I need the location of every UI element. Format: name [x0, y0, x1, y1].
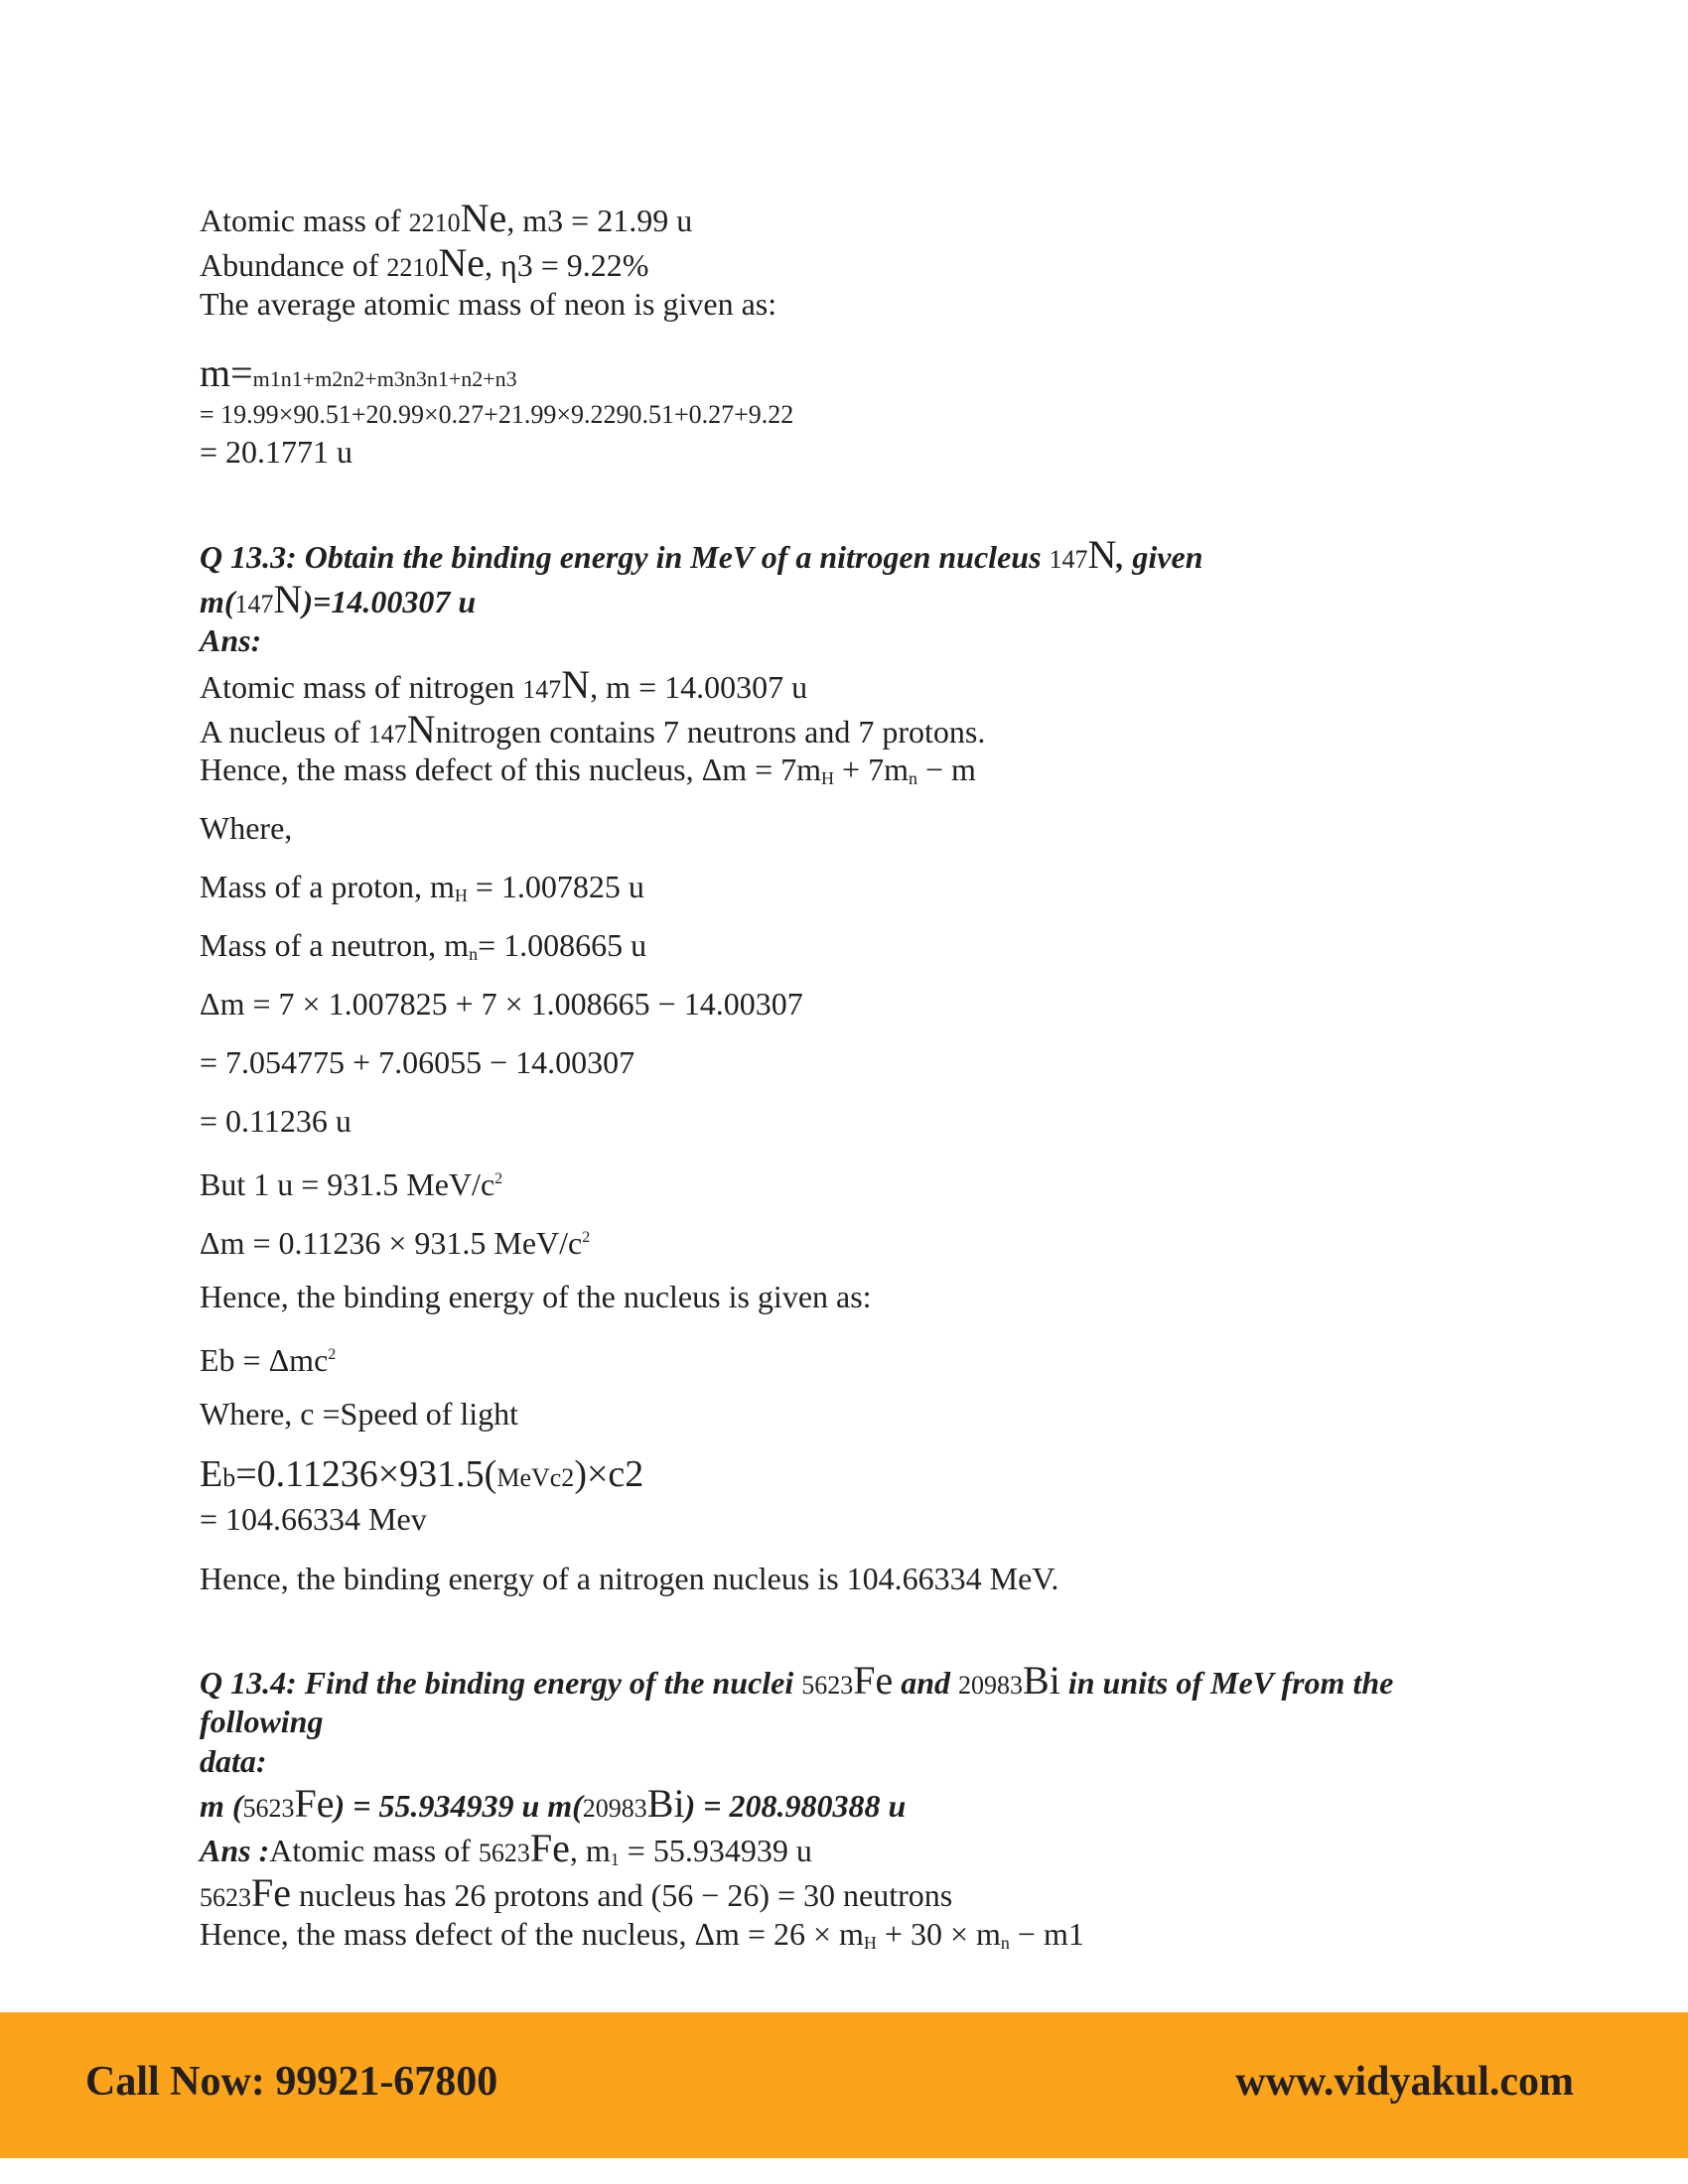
binding-energy-calc	[200, 1454, 643, 1498]
question-13-3-title	[200, 532, 1203, 580]
text: = 55.934939 u	[619, 1833, 812, 1868]
subscript: n	[908, 768, 917, 788]
text: Eb = Δmc	[200, 1342, 329, 1378]
proton-mass-line	[200, 867, 644, 915]
text: and	[893, 1665, 959, 1701]
text: , η3 = 9.22%	[485, 247, 649, 283]
isotope-number: 5623	[801, 1671, 854, 1700]
iron-nucleus-line	[200, 1870, 953, 1918]
element-symbol: N	[561, 662, 591, 707]
mass-defect-result: = 0.11236 u	[200, 1103, 352, 1139]
formula-unit: MeVc2	[496, 1463, 575, 1492]
text: Q 13.4: Find the binding energy of the nuclei	[200, 1665, 802, 1701]
superscript: 2	[494, 1170, 503, 1187]
unit-conversion-line	[200, 1160, 502, 1204]
isotope-number: 2210	[386, 253, 439, 282]
element-symbol: Fe	[251, 1870, 291, 1915]
subscript: H	[821, 768, 835, 788]
isotope-number: 147	[522, 675, 562, 704]
text: , given	[1116, 539, 1203, 575]
formula-symbol: m=	[200, 350, 253, 395]
neon-substitution: = 19.99×90.51+20.99×0.27+21.99×9.2290.51+0.27+9.22	[200, 400, 794, 429]
binding-energy-formula	[200, 1335, 336, 1380]
text: , m = 14.00307 u	[590, 669, 808, 705]
text: Abundance of	[200, 247, 387, 283]
nitrogen-mass-line	[200, 662, 808, 710]
text: Atomic mass of	[269, 1833, 479, 1868]
element-symbol: Ne	[460, 196, 507, 240]
question-13-4-title	[200, 1658, 1394, 1706]
neon-formula	[200, 350, 517, 399]
text: = 1.007825 u	[467, 869, 644, 904]
isotope-number: 147	[1049, 545, 1088, 574]
subscript: H	[454, 886, 468, 905]
neon-mass-line	[200, 196, 693, 243]
text: − m1	[1009, 1916, 1084, 1952]
iron-mass-line	[200, 1826, 812, 1879]
question-13-4-data: data:	[200, 1743, 267, 1779]
element-symbol: N	[406, 707, 436, 751]
isotope-number: 20983	[958, 1671, 1024, 1700]
neon-abundance-line	[200, 240, 649, 288]
text: ) = 208.980388 u	[684, 1788, 907, 1824]
text: + 7m	[834, 751, 909, 787]
mass-defect-energy-line	[200, 1218, 590, 1263]
text: in units of MeV from the	[1059, 1665, 1394, 1701]
isotope-number: 147	[234, 590, 274, 618]
isotope-number: 5623	[478, 1839, 530, 1867]
text: + 30 × m	[876, 1916, 1001, 1952]
subscript: H	[863, 1933, 877, 1953]
text: , m3 = 21.99 u	[506, 203, 693, 238]
speed-of-light-line: Where, c =Speed of light	[200, 1396, 519, 1432]
element-symbol: N	[273, 577, 303, 621]
footer-bar	[0, 2012, 1688, 2158]
element-symbol: Fe	[294, 1781, 335, 1826]
where-label: Where,	[200, 810, 293, 846]
text: nucleus has 26 protons and (56 − 26) = 30 neutrons	[291, 1877, 953, 1913]
element-symbol: Ne	[438, 240, 486, 285]
subscript: n	[469, 944, 479, 964]
text: A nucleus of	[200, 714, 368, 750]
text: But 1 u = 931.5 MeV/c	[200, 1166, 495, 1202]
element-symbol: Bi	[646, 1781, 685, 1826]
text: Δm = 0.11236 × 931.5 MeV/c	[200, 1225, 583, 1261]
isotope-number: 5623	[242, 1794, 295, 1823]
subscript: n	[1000, 1933, 1010, 1953]
binding-energy-result: = 104.66334 Mev	[200, 1501, 427, 1537]
text: − m	[916, 751, 976, 787]
formula-body: )×c2	[574, 1453, 644, 1495]
formula-body: m1n1+m2n2+m3n3n1+n2+n3	[252, 366, 517, 391]
formula-symbol: E	[200, 1453, 223, 1495]
binding-energy-intro: Hence, the binding energy of the nucleus is given as:	[200, 1279, 872, 1314]
isotope-number: 20983	[582, 1794, 647, 1823]
text: Mass of a proton, m	[200, 869, 455, 904]
binding-energy-conclusion: Hence, the binding energy of a nitrogen nucleus is 104.66334 MeV.	[200, 1561, 1059, 1596]
answer-label: Ans:	[200, 622, 262, 658]
superscript: 2	[582, 1229, 591, 1246]
element-symbol: Fe	[853, 1658, 894, 1703]
isotope-number: 147	[367, 720, 407, 749]
element-symbol: Fe	[529, 1826, 570, 1870]
question-13-4-following: following	[200, 1704, 324, 1739]
iron-mass-defect-line	[200, 1914, 1084, 1963]
formula-body: =0.11236×931.5(	[235, 1453, 497, 1495]
nitrogen-nucleus-line	[200, 707, 986, 754]
text: Atomic mass of nitrogen	[200, 669, 523, 705]
text: nitrogen contains 7 neutrons and 7 protons.	[435, 714, 986, 750]
superscript: 2	[328, 1346, 337, 1363]
text: Hence, the mass defect of this nucleus, Δm = 7m	[200, 751, 822, 787]
element-symbol: Bi	[1023, 1658, 1060, 1703]
subscript: b	[222, 1463, 236, 1492]
question-13-4-given	[200, 1781, 907, 1829]
text: Atomic mass of	[200, 203, 409, 238]
text: Q 13.3: Obtain the binding energy in MeV of a nitrogen nucleus	[200, 539, 1050, 575]
neon-result: = 20.1771 u	[200, 434, 353, 470]
isotope-number: 2210	[408, 208, 461, 237]
text: m (	[200, 1788, 243, 1824]
isotope-number: 5623	[200, 1883, 251, 1912]
element-symbol: N	[1087, 532, 1117, 577]
text: m(	[200, 584, 235, 619]
text: Hence, the mass defect of the nucleus, Δm = 26 × m	[200, 1916, 864, 1952]
mass-defect-calc-2: = 7.054775 + 7.06055 − 14.00307	[200, 1044, 635, 1080]
neutron-mass-line	[200, 925, 646, 974]
website-link[interactable]: www.vidyakul.com	[1235, 2059, 1574, 2105]
answer-label: Ans :	[200, 1833, 270, 1868]
mass-defect-line	[200, 750, 976, 798]
text: ) = 55.934939 u m(	[334, 1788, 583, 1824]
question-13-3-given	[200, 577, 477, 624]
call-now-phone[interactable]: Call Now: 99921-67800	[85, 2059, 498, 2105]
text: = 1.008665 u	[478, 927, 647, 963]
neon-average-intro: The average atomic mass of neon is given as:	[200, 286, 777, 322]
subscript: 1	[610, 1849, 620, 1869]
text: )=14.00307 u	[302, 584, 477, 619]
text: , m	[569, 1833, 611, 1868]
mass-defect-calc-1: Δm = 7 × 1.007825 + 7 × 1.008665 − 14.00307	[200, 986, 803, 1022]
text: Mass of a neutron, m	[200, 927, 470, 963]
